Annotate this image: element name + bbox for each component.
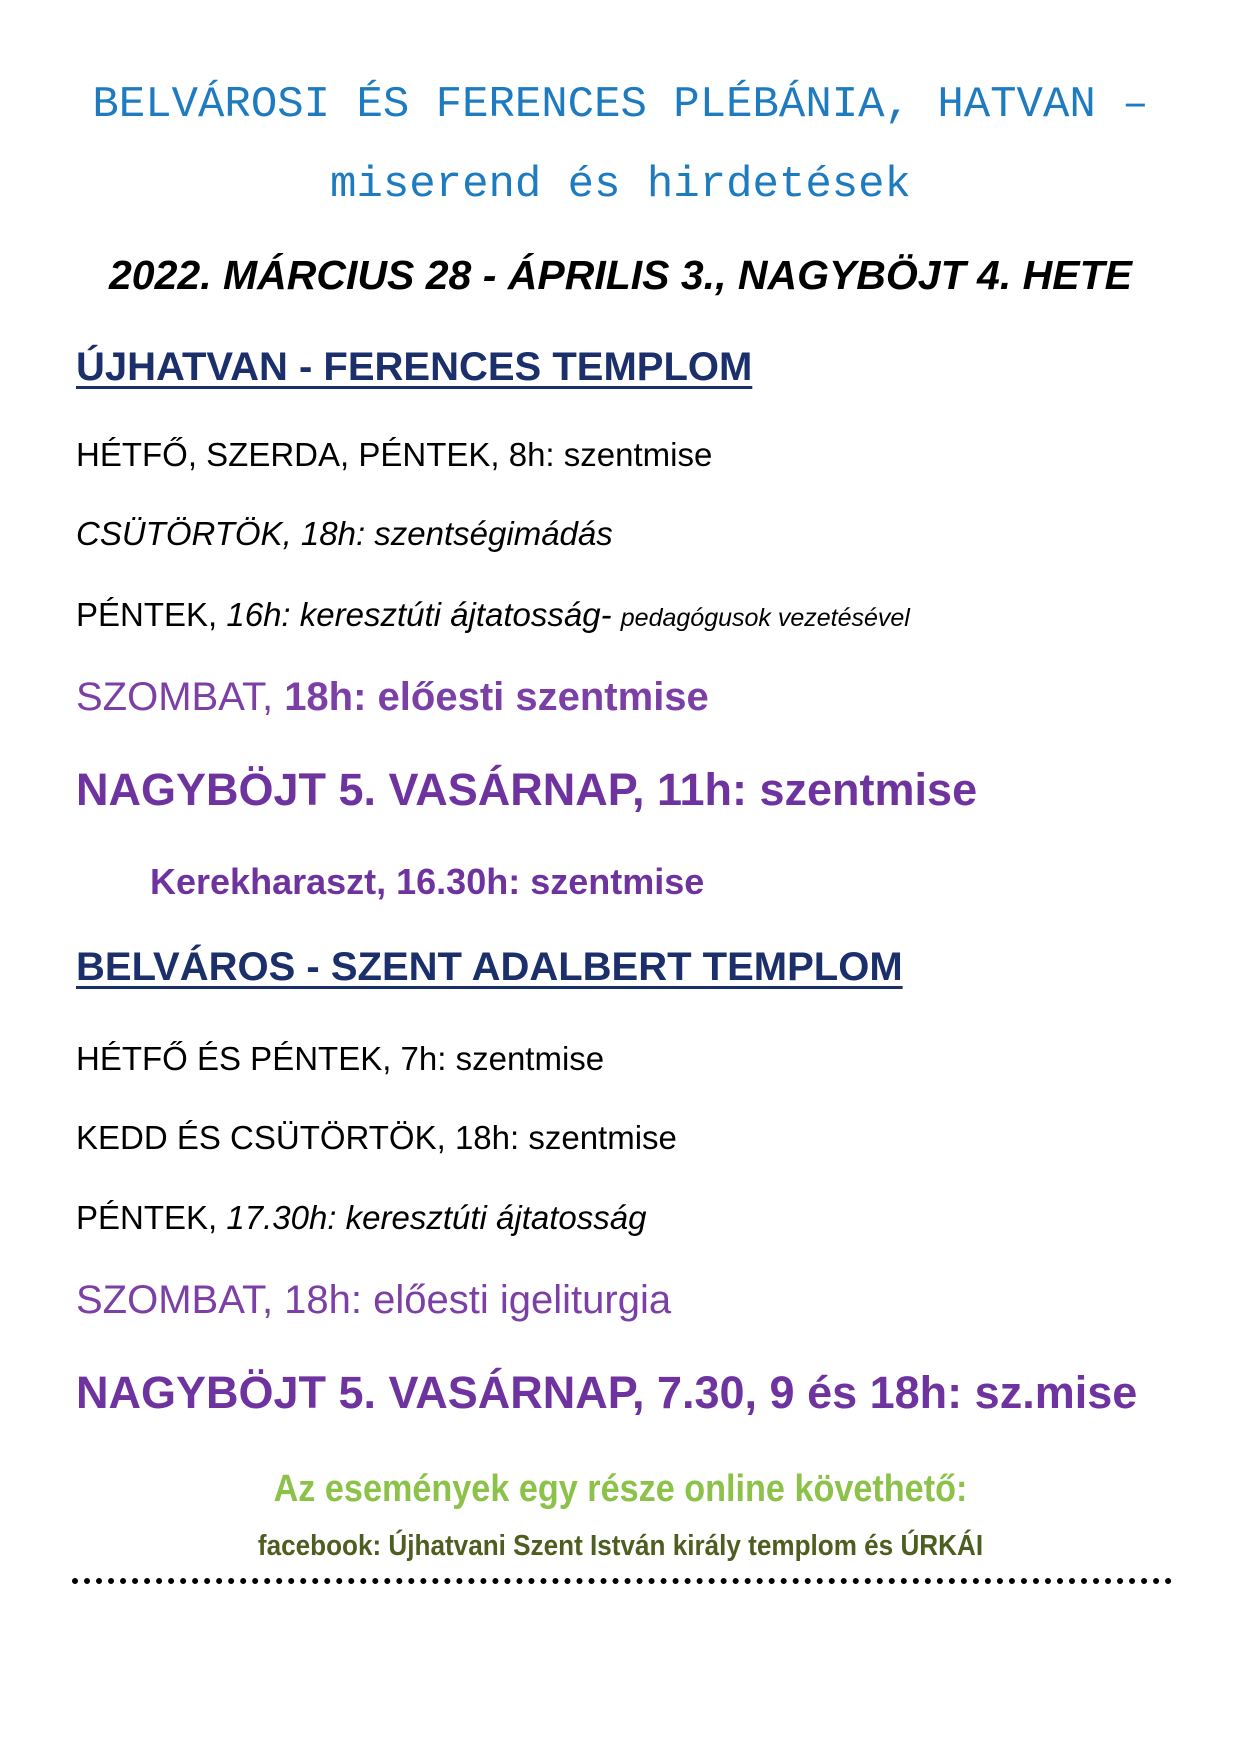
belvaros-mon-fri-mass: HÉTFŐ ÉS PÉNTEK, 7h: szentmise — [76, 1040, 605, 1077]
ujhatvan-sunday: NAGYBÖJT 5. VASÁRNAP, 11h: szentmise — [76, 764, 978, 815]
belvaros-stations-event: 17.30h: keresztúti ájtatosság — [226, 1199, 647, 1236]
ujhatvan-saturday-event: 18h: előesti szentmise — [284, 675, 709, 719]
online-notice: Az események egy része online követhető: — [273, 1468, 968, 1510]
ujhatvan-stations-note: pedagógusok vezetésével — [620, 604, 910, 632]
dotted-divider — [72, 1578, 1172, 1584]
belvaros-stations-day: PÉNTEK, — [76, 1199, 218, 1236]
belvaros-saturday: SZOMBAT, 18h: előesti igeliturgia — [76, 1278, 672, 1322]
parish-subtitle: miserend és hirdetések — [330, 160, 911, 210]
facebook-info: facebook: Újhatvani Szent István király templom és ÚRKÁI — [257, 1530, 984, 1562]
ujhatvan-heading: ÚJHATVAN - FERENCES TEMPLOM — [76, 345, 753, 389]
kerekharaszt-mass: Kerekharaszt, 16.30h: szentmise — [150, 861, 705, 902]
ujhatvan-stations-event: 16h: keresztúti ájtatosság- — [226, 596, 612, 633]
week-heading: 2022. MÁRCIUS 28 - ÁPRILIS 3., NAGYBÖJT 4. HETE — [109, 252, 1132, 298]
parish-title: BELVÁROSI ÉS FERENCES PLÉBÁNIA, HATVAN – — [92, 80, 1149, 130]
belvaros-heading: BELVÁROS - SZENT ADALBERT TEMPLOM — [76, 945, 903, 989]
ujhatvan-saturday — [76, 675, 709, 720]
ujhatvan-weekday-mass: HÉTFŐ, SZERDA, PÉNTEK, 8h: szentmise — [76, 436, 713, 473]
belvaros-sunday-event: , 7.30, 9 és 18h: sz.mise — [631, 1367, 1138, 1418]
belvaros-sunday — [76, 1367, 1137, 1419]
belvaros-stations — [76, 1199, 646, 1237]
belvaros-sunday-day: NAGYBÖJT 5. VASÁRNAP — [76, 1367, 632, 1418]
belvaros-tue-thu-mass: KEDD ÉS CSÜTÖRTÖK, 18h: szentmise — [76, 1119, 677, 1156]
ujhatvan-adoration: CSÜTÖRTÖK, 18h: szentségimádás — [76, 515, 613, 552]
ujhatvan-saturday-day: SZOMBAT, — [76, 675, 274, 719]
ujhatvan-stations — [76, 596, 910, 634]
ujhatvan-stations-day: PÉNTEK, — [76, 596, 218, 633]
